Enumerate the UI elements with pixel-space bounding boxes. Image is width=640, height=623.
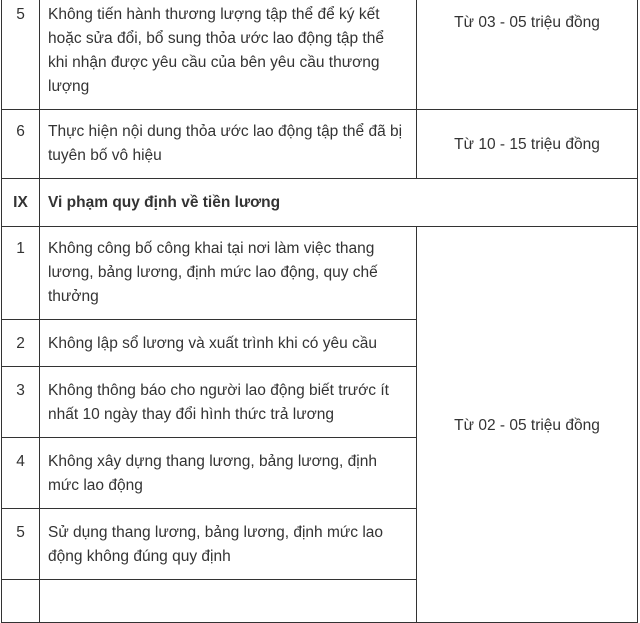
violation-description: Không công bố công khai tại nơi làm việc thang lương, bảng lương, định mức lao động, quy chế thưởng xyxy=(40,227,417,320)
penalty-table xyxy=(1,0,638,623)
table-row xyxy=(2,0,638,110)
violation-description: Thực hiện nội dung thỏa ước lao động tập thể đã bị tuyên bố vô hiệu xyxy=(40,110,417,179)
row-number: 4 xyxy=(2,438,40,509)
row-number: 6 xyxy=(2,110,40,179)
table-row xyxy=(2,110,638,179)
violation-description: Không tiến hành thương lượng tập thể để ký kết hoặc sửa đổi, bổ sung thỏa ước lao động tập thể khi nhận được yêu cầu của bên yêu cầu thương lượng xyxy=(40,0,417,110)
fine-amount: Từ 02 - 05 triệu đồng xyxy=(417,227,638,623)
table-row xyxy=(2,227,638,320)
violation-description: Không lập sổ lương và xuất trình khi có yêu cầu xyxy=(40,320,417,367)
section-header-row xyxy=(2,179,638,227)
fine-amount: Từ 10 - 15 triệu đồng xyxy=(417,110,638,179)
violation-description: Không thông báo cho người lao động biết trước ít nhất 10 ngày thay đổi hình thức trả lương xyxy=(40,367,417,438)
section-title: Vi phạm quy định về tiền lương xyxy=(40,179,638,227)
row-number: 5 xyxy=(2,509,40,580)
violation-description xyxy=(40,580,417,623)
row-number: 1 xyxy=(2,227,40,320)
row-number: 3 xyxy=(2,367,40,438)
violation-description: Sử dụng thang lương, bảng lương, định mức lao động không đúng quy định xyxy=(40,509,417,580)
fine-amount: Từ 03 - 05 triệu đồng xyxy=(417,0,638,110)
row-number xyxy=(2,580,40,623)
row-number: 2 xyxy=(2,320,40,367)
section-number: IX xyxy=(2,179,40,227)
row-number: 5 xyxy=(2,0,40,110)
violation-description: Không xây dựng thang lương, bảng lương, định mức lao động xyxy=(40,438,417,509)
